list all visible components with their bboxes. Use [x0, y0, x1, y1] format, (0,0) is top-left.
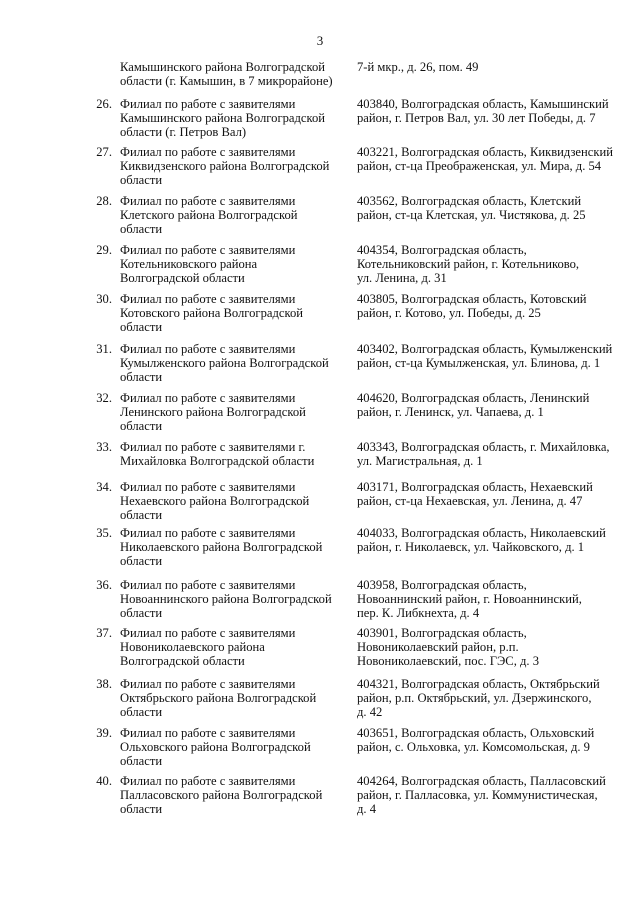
branch-address: [357, 145, 629, 173]
branch-name-line: Новониколаевского района: [120, 640, 265, 655]
entry-number: 32.: [96, 391, 112, 405]
branch-address-line: 403901, Волгоградская область,: [357, 626, 527, 640]
branch-name-line: Филиал по работе с заявителями: [120, 626, 296, 640]
branch-address-line: 404620, Волгоградская область, Ленинский: [357, 391, 590, 405]
branch-address-line: 7-й мкр., д. 26, пом. 49: [357, 60, 479, 74]
branch-name-line: Филиал по работе с заявителями: [120, 578, 296, 592]
branch-name: [120, 677, 344, 720]
branch-name-line: области: [120, 705, 163, 720]
branch-name-line: Николаевского района Волгоградской: [120, 540, 323, 555]
branch-name: [120, 626, 344, 669]
branch-name-line: Кумылженского района Волгоградской: [120, 356, 329, 371]
branch-address-line: 403805, Волгоградская область, Котовский: [357, 292, 587, 306]
entry-number: 37.: [96, 626, 112, 640]
branch-name: [120, 480, 344, 523]
branch-address-line: район, г. Котово, ул. Победы, д. 25: [357, 306, 541, 321]
branch-address-line: район, ст-ца Клетская, ул. Чистякова, д. 25: [357, 208, 586, 223]
entry-number: 30.: [96, 292, 112, 306]
branch-address: [357, 578, 629, 621]
branch-address-line: район, ст-ца Преображенская, ул. Мира, д. 54: [357, 159, 602, 174]
branch-name-line: Филиал по работе с заявителями: [120, 391, 296, 405]
branch-name: [120, 60, 344, 88]
branch-name-line: Киквидзенского района Волгоградской: [120, 159, 330, 174]
branch-name-line: Филиал по работе с заявителями: [120, 292, 296, 306]
branch-address-line: 403402, Волгоградская область, Кумылженский: [357, 342, 613, 356]
branch-address: [357, 440, 629, 468]
branch-address: [357, 60, 629, 74]
branch-name-line: Камышинского района Волгоградской: [120, 60, 326, 74]
entry-number: 26.: [96, 97, 112, 111]
branch-address-line: район, ст-ца Нехаевская, ул. Ленина, д. 47: [357, 494, 583, 509]
branch-address: [357, 526, 629, 554]
branch-name-line: Филиал по работе с заявителями: [120, 243, 296, 257]
branch-name-line: Нехаевского района Волгоградской: [120, 494, 310, 509]
page-number: 3: [316, 33, 324, 48]
branch-address-line: район, ст-ца Кумылженская, ул. Блинова, д. 1: [357, 356, 601, 371]
branch-name-line: области: [120, 173, 163, 188]
branch-address: [357, 677, 629, 720]
branch-address-line: пер. К. Либкнехта, д. 4: [357, 606, 480, 621]
branch-name-line: области: [120, 222, 163, 237]
branch-address: [357, 194, 629, 222]
branch-name-line: Котельниковского района: [120, 257, 258, 272]
branch-address-line: ул. Ленина, д. 31: [357, 271, 447, 286]
entry-number: 31.: [96, 342, 112, 356]
branch-address-line: 403958, Волгоградская область,: [357, 578, 527, 592]
branch-name-line: Филиал по работе с заявителями: [120, 774, 296, 788]
branch-name-line: области: [120, 370, 163, 385]
branch-name-line: области (г. Камышин, в 7 микрорайоне): [120, 74, 333, 89]
branch-name: [120, 97, 344, 140]
branch-name-line: Палласовского района Волгоградской: [120, 788, 323, 803]
branch-address: [357, 391, 629, 419]
branch-name: [120, 774, 344, 817]
branch-address-line: Новониколаевский, пос. ГЭС, д. 3: [357, 654, 539, 669]
branch-name-line: Филиал по работе с заявителями: [120, 480, 296, 494]
branch-address-line: д. 42: [357, 705, 383, 720]
branch-address-line: Новониколаевский район, р.п.: [357, 640, 519, 655]
branch-name-line: Филиал по работе с заявителями: [120, 194, 296, 208]
entry-number: 36.: [96, 578, 112, 592]
branch-address-line: ул. Магистральная, д. 1: [357, 454, 483, 469]
branch-address: [357, 342, 629, 370]
branch-address-line: 403840, Волгоградская область, Камышинский: [357, 97, 609, 111]
branch-name: [120, 578, 344, 621]
branch-name: [120, 292, 344, 335]
branch-name-line: Ольховского района Волгоградской: [120, 740, 311, 755]
branch-name-line: области: [120, 508, 163, 523]
branch-address-line: 403343, Волгоградская область, г. Михайловка,: [357, 440, 610, 454]
branch-address: [357, 774, 629, 817]
entry-number: 28.: [96, 194, 112, 208]
branch-address-line: 403221, Волгоградская область, Киквидзенский: [357, 145, 613, 159]
branch-address-line: 404354, Волгоградская область,: [357, 243, 527, 257]
branch-address-line: район, г. Палласовка, ул. Коммунистическая,: [357, 788, 598, 803]
branch-address: [357, 726, 629, 754]
branch-address-line: Котельниковский район, г. Котельниково,: [357, 257, 580, 272]
branch-address-line: 404264, Волгоградская область, Палласовский: [357, 774, 606, 788]
branch-name-line: Филиал по работе с заявителями г.: [120, 440, 306, 454]
branch-name-line: области: [120, 419, 163, 434]
branch-name-line: Волгоградской области: [120, 271, 245, 286]
branch-name-line: Камышинского района Волгоградской: [120, 111, 326, 126]
branch-name-line: Котовского района Волгоградской: [120, 306, 304, 321]
branch-name-line: области: [120, 802, 163, 817]
branch-name-line: Михайловка Волгоградской области: [120, 454, 315, 469]
branch-name-line: Новоаннинского района Волгоградской: [120, 592, 332, 607]
branch-name-line: Филиал по работе с заявителями: [120, 677, 296, 691]
branch-name-line: Филиал по работе с заявителями: [120, 342, 296, 356]
branch-name: [120, 391, 344, 434]
branch-name-line: Филиал по работе с заявителями: [120, 726, 296, 740]
branch-address-line: 404033, Волгоградская область, Николаевский: [357, 526, 606, 540]
branch-address: [357, 626, 629, 669]
branch-name-line: области: [120, 320, 163, 335]
branch-address-line: район, с. Ольховка, ул. Комсомольская, д. 9: [357, 740, 590, 755]
branch-name-line: области: [120, 754, 163, 769]
branch-address-line: Новоаннинский район, г. Новоаннинский,: [357, 592, 582, 607]
branch-name: [120, 526, 344, 569]
branch-address-line: д. 4: [357, 802, 377, 817]
entry-number: 35.: [96, 526, 112, 540]
branch-name-line: Филиал по работе с заявителями: [120, 526, 296, 540]
branch-name-line: Филиал по работе с заявителями: [120, 97, 296, 111]
branch-address: [357, 97, 629, 125]
branch-address-line: 403562, Волгоградская область, Клетский: [357, 194, 582, 208]
branch-name-line: Волгоградской области: [120, 654, 245, 669]
branch-name-line: Октябрьского района Волгоградской: [120, 691, 317, 706]
branch-address-line: район, г. Ленинск, ул. Чапаева, д. 1: [357, 405, 544, 420]
branch-name: [120, 243, 344, 286]
entry-number: 40.: [96, 774, 112, 788]
branch-address-line: район, г. Петров Вал, ул. 30 лет Победы, д. 7: [357, 111, 596, 126]
branch-name: [120, 342, 344, 385]
branch-name-line: Клетского района Волгоградской: [120, 208, 298, 223]
entry-number: 34.: [96, 480, 112, 494]
entry-number: 29.: [96, 243, 112, 257]
branch-name-line: области: [120, 606, 163, 621]
entry-number: 33.: [96, 440, 112, 454]
branch-address-line: 403171, Волгоградская область, Нехаевский: [357, 480, 593, 494]
entry-number: 39.: [96, 726, 112, 740]
branch-name: [120, 440, 344, 468]
branch-address-line: 404321, Волгоградская область, Октябрьский: [357, 677, 600, 691]
branch-address: [357, 292, 629, 320]
branch-address: [357, 480, 629, 508]
branch-name: [120, 194, 344, 237]
branch-address: [357, 243, 629, 286]
branch-name-line: Филиал по работе с заявителями: [120, 145, 296, 159]
entry-number: 27.: [96, 145, 112, 159]
branch-address-line: район, р.п. Октябрьский, ул. Дзержинского,: [357, 691, 592, 706]
branch-name-line: области (г. Петров Вал): [120, 125, 247, 140]
entry-number: 38.: [96, 677, 112, 691]
branch-name-line: Ленинского района Волгоградской: [120, 405, 306, 420]
branch-address-line: район, г. Николаевск, ул. Чайковского, д. 1: [357, 540, 585, 555]
branch-address-line: 403651, Волгоградская область, Ольховский: [357, 726, 595, 740]
branch-name-line: области: [120, 554, 163, 569]
branch-name: [120, 726, 344, 769]
branch-name: [120, 145, 344, 188]
